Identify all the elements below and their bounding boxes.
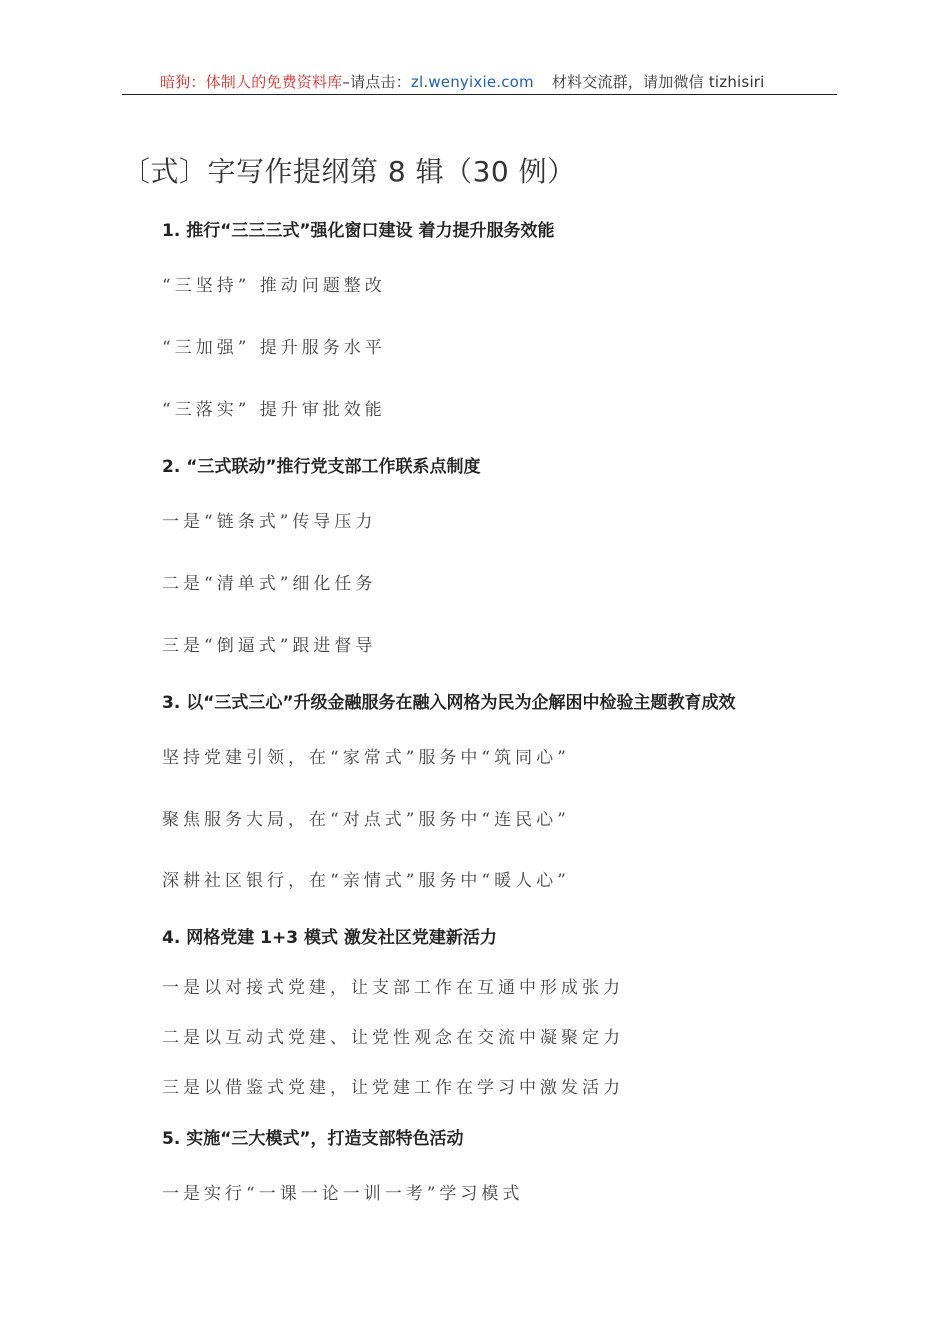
section-heading-5: 5. 实施“三大模式”，打造支部特色活动: [162, 1129, 464, 1149]
section-heading-2: 2. “三式联动”推行党支部工作联系点制度: [162, 457, 481, 477]
page-header: [122, 66, 837, 95]
section-4-item-1: 一是以对接式党建，让支部工作在互通中形成张力: [162, 978, 624, 998]
section-heading-4: 4. 网格党建 1+3 模式 激发社区党建新活力: [162, 928, 497, 948]
section-3-item-1: 坚持党建引领，在“家常式”服务中“筑同心”: [162, 748, 570, 768]
header-click-prompt: –请点击：: [342, 73, 411, 91]
section-heading-3: 3. 以“三式三心”升级金融服务在融入网格为民为企解困中检验主题教育成效: [162, 693, 736, 713]
header-wechat-note: 材料交流群，请加微信 tizhisiri: [551, 73, 765, 91]
section-3-item-2: 聚焦服务大局，在“对点式”服务中“连民心”: [162, 810, 570, 830]
section-1-item-2: “三加强” 提升服务水平: [162, 338, 386, 358]
section-1-item-3: “三落实” 提升审批效能: [162, 400, 386, 420]
section-2-item-1: 一是“链条式”传导压力: [162, 512, 377, 532]
section-heading-1: 1. 推行“三三三式”强化窗口建设 着力提升服务效能: [162, 221, 555, 241]
header-text: [160, 71, 765, 92]
document-title: 〔式〕字写作提纲第 8 辑（30 例）: [122, 155, 576, 188]
header-url-link[interactable]: zl.wenyixie.com: [410, 73, 534, 91]
section-2-item-2: 二是“清单式”细化任务: [162, 574, 377, 594]
section-3-item-3: 深耕社区银行，在“亲情式”服务中“暖人心”: [162, 871, 570, 891]
section-1-item-1: “三坚持” 推动问题整改: [162, 276, 386, 296]
section-2-item-3: 三是“倒逼式”跟进督导: [162, 636, 377, 656]
section-5-item-1: 一是实行“一课一论一训一考”学习模式: [162, 1184, 524, 1204]
section-4-item-3: 三是以借鉴式党建，让党建工作在学习中激发活力: [162, 1078, 624, 1098]
header-site-name: 暗狗：体制人的免费资料库: [160, 73, 343, 91]
section-4-item-2: 二是以互动式党建、让党性观念在交流中凝聚定力: [162, 1028, 624, 1048]
